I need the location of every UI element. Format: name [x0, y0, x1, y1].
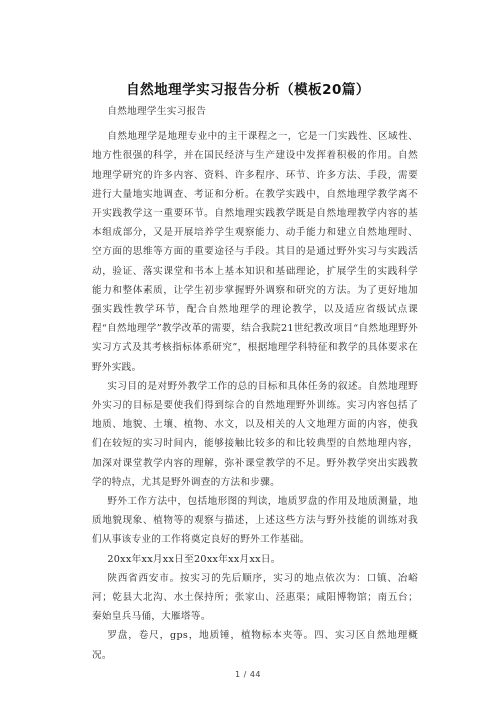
paragraph-equipment: 罗盘，卷尺，gps，地质锤，植物标本夹等。四、实习区自然地理概况。 — [92, 630, 418, 661]
paragraph-intro: 自然地理学是地理专业中的主干课程之一，它是一门实践性、区域性、地方性很强的科学，并在国民经济与生产建设中发挥着积极的作用。自然地理学研究的许多内容、资料、许多程序、环节、许多方法、手段，需要进行大量地实地调查、考证和分析。在教学实践中，自然地理学教学离不开实践教学这一重要环节。自然地理实践教学既是自然地理教学内容的基本组成部分，又是开展培养学生观察能力、动手能力和建立自然地理时、空方面的思维等方面的重要途径与手段。其目的是通过野外实习与实践活动，验证、落实课堂和书本上基本知识和基础理论，扩展学生的实践科学能力和整体素质，让学生初步掌握野外调察和研究的方法。为了更好地加强实践性教学环节，配合自然地理学的理论教学，以及适应省级试点课程“自然地理学”教学改革的需要，结合我院21世纪教改项目“自然地理野外实习方式及其考核指标体系研究”，根据地理学科特征和教学的具体要求在野外实践。 — [92, 131, 418, 373]
paragraph-purpose: 实习目的是对野外教学工作的总的目标和具体任务的叙述。自然地理野外实习的目标是要使我们得到综合的自然地理野外训练。实习内容包括了地质、地貌、土壤、植物、水文，以及相关的人文地理方面的内容，使我们在较短的实习时间内，能够接触比较多的和比较典型的自然地理内容，加深对课堂教学内容的理解，弥补课堂教学的不足。野外教学突出实践教学的特点，尤其是野外调查的方法和步骤。 — [92, 380, 418, 488]
document-body — [92, 102, 418, 665]
paragraph-location: 陕西省西安市。按实习的先后顺序，实习的地点依次为：口镇、冶峪河；乾县大北沟、水土保持所；张家山、泾惠渠；咸阳博物馆；南五台；秦始皇兵马俑，大雁塔等。 — [92, 572, 418, 623]
paragraph-dates: 20xx年xx月xx日至20xx年xx月xx日。 — [107, 553, 281, 565]
document-title: 自然地理学实习报告分析（模板20篇） — [126, 82, 370, 98]
page-indicator: 1 / 44 — [234, 670, 262, 679]
document-subtitle: 自然地理学生实习报告 — [107, 106, 207, 117]
paragraph-methods: 野外工作方法中，包括地形图的判读，地质罗盘的作用及地质测量，地质地貌现象、植物等的观察与描述，上述这些方法与野外技能的训练对我们从事该专业的工作将奠定良好的野外工作基础。 — [92, 496, 418, 546]
